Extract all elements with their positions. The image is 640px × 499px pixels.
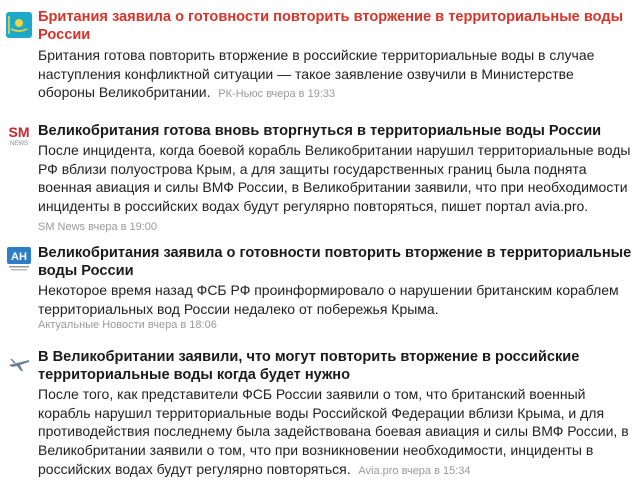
svg-text:SM: SM <box>8 124 30 140</box>
svg-text:NEWS: NEWS <box>10 141 28 147</box>
news-title[interactable]: В Великобритании заявили, что могут повторить вторжение в российские территориальные воды когда будет нужно <box>38 349 580 383</box>
news-title[interactable]: Великобритания заявила о готовности повторить вторжение в территориальные воды России <box>38 245 632 279</box>
news-title[interactable]: Великобритания готова вновь вторгнуться в территориальные воды России <box>38 123 602 139</box>
news-source[interactable]: РК-Ньюс <box>218 88 264 101</box>
news-meta <box>358 465 470 477</box>
news-meta <box>38 221 157 233</box>
news-snippet: Британия готова повторить вторжение в российские территориальные воды в случае наступления конфликтной ситуации — такое заявление озвучили в Министерстве обороны Великобритании. РК-Ньюс вчера в 19:33 <box>38 47 595 101</box>
news-time: вчера в 18:06 <box>147 319 217 332</box>
news-meta <box>38 319 632 331</box>
news-source[interactable]: Актуальные Новости <box>38 319 145 332</box>
news-time: вчера в 15:34 <box>401 464 471 477</box>
news-meta <box>218 88 335 100</box>
news-source[interactable]: Avia.pro <box>358 464 399 477</box>
actual-news-logo-icon <box>6 246 32 272</box>
sm-news-logo-icon <box>6 122 32 148</box>
avia-pro-plane-icon <box>6 350 32 376</box>
news-source[interactable]: SM News <box>38 220 86 233</box>
news-snippet: После инцидента, когда боевой корабль Великобритании нарушил территориальные воды РФ вблизи полуострова Крым, а для защиты государственных границ была поднята военная авиация и силы ВМФ России, в Великобритании заявили, что при необходимости инциденты в российских водах будут регулярно повторяться, пишет портал avia.pro. SM News вчера в 19:00 <box>38 142 631 233</box>
news-snippet: Некоторое время назад ФСБ РФ проинформировало о нарушении британским кораблем территориальных вод России недалеко от побережья Крыма. <box>38 282 619 317</box>
news-snippet: После того, как представители ФСБ России заявили о том, что британский военный корабль нарушил территориальные воды Российской Федерации вблизи Крыма, и для противодействия последнему была задействована боевая авиация и силы ВМФ России, в Великобритании заявили о том, что при возникновении необходимости, инциденты в российских водах будут регулярно повторяться. Avia.pro вчера в 15:34 <box>38 386 629 477</box>
news-title[interactable]: Британия заявила о готовности повторить вторжение в территориальные воды России <box>38 9 624 43</box>
news-time: вчера в 19:00 <box>88 220 158 233</box>
news-time: вчера в 19:33 <box>266 88 336 101</box>
kazakhstan-flag-icon <box>6 12 32 38</box>
svg-text:AH: AH <box>11 251 27 263</box>
